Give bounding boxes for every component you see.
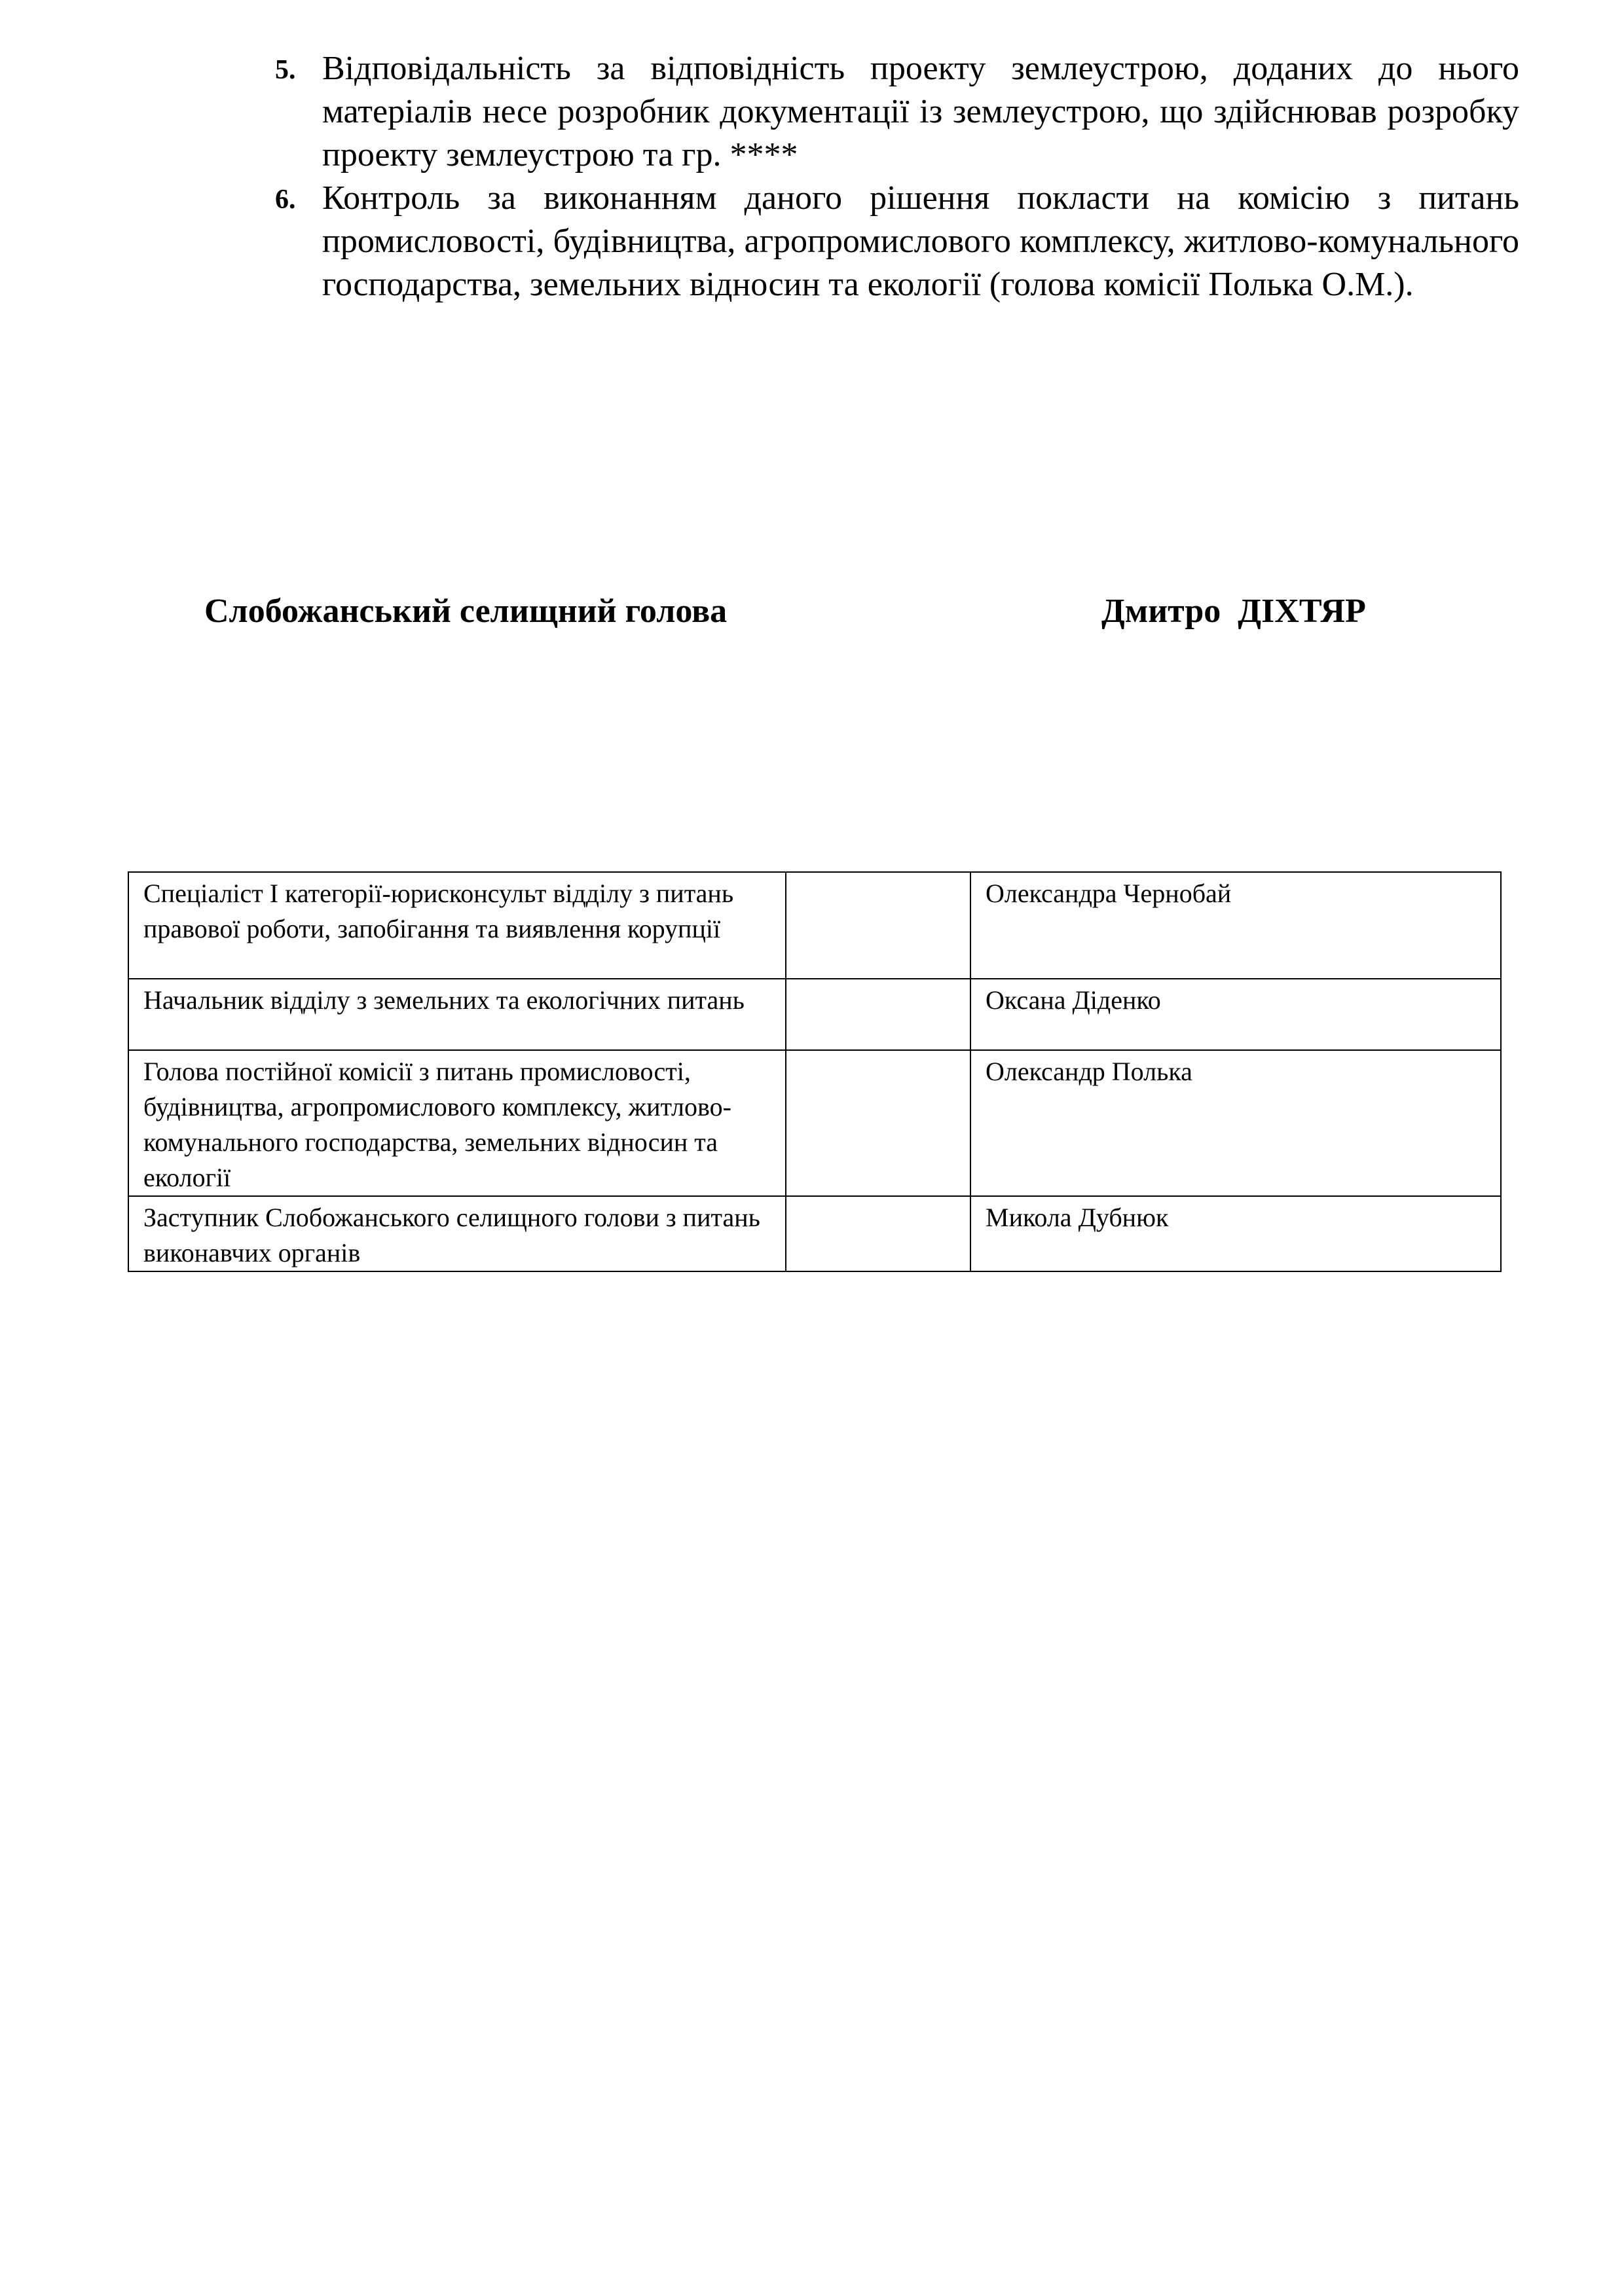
list-item-text: Відповідальність за відповідність проекту землеустрою, доданих до нього матеріалів несе розробник документації із землеустрою, що здійснював розробку проекту землеустрою та гр. **** (322, 50, 1519, 173)
approval-signature-cell (786, 1050, 970, 1196)
table-row (128, 979, 1501, 1050)
approval-position: Голова постійної комісії з питань промисловості, будівництва, агропромислового комплексу, житлово-комунального господарства, земельних відносин та екології (128, 1050, 786, 1196)
signature-title: Слобожанський селищний голова (204, 592, 728, 630)
table-row (128, 1196, 1501, 1271)
list-item-number: 5. (275, 55, 296, 85)
approval-name: Олександра Чернобай (970, 872, 1501, 979)
approval-position: Спеціаліст І категорії-юрисконсульт відділу з питань правової роботи, запобігання та виявлення корупції (128, 872, 786, 979)
approval-table (128, 871, 1502, 1272)
list-item (262, 47, 1519, 177)
signature-name: Дмитро ДІХТЯР (1101, 592, 1366, 630)
approval-position: Заступник Слобожанського селищного голови з питань виконавчих органів (128, 1196, 786, 1271)
list-item-text: Контроль за виконанням даного рішення покласти на комісію з питань промисловості, будівництва, агропромислового комплексу, житлово-комунального господарства, земельних відносин та екології (голова комісії Полька О.М.). (322, 179, 1519, 303)
approval-name: Олександр Полька (970, 1050, 1501, 1196)
approval-signature-cell (786, 979, 970, 1050)
decision-list (262, 47, 1519, 306)
table-row (128, 872, 1501, 979)
table-row (128, 1050, 1501, 1196)
approval-name: Микола Дубнюк (970, 1196, 1501, 1271)
approval-name: Оксана Діденко (970, 979, 1501, 1050)
list-item-number: 6. (275, 185, 296, 215)
approval-position: Начальник відділу з земельних та екологічних питань (128, 979, 786, 1050)
approval-signature-cell (786, 872, 970, 979)
approval-signature-cell (786, 1196, 970, 1271)
list-item (262, 177, 1519, 306)
